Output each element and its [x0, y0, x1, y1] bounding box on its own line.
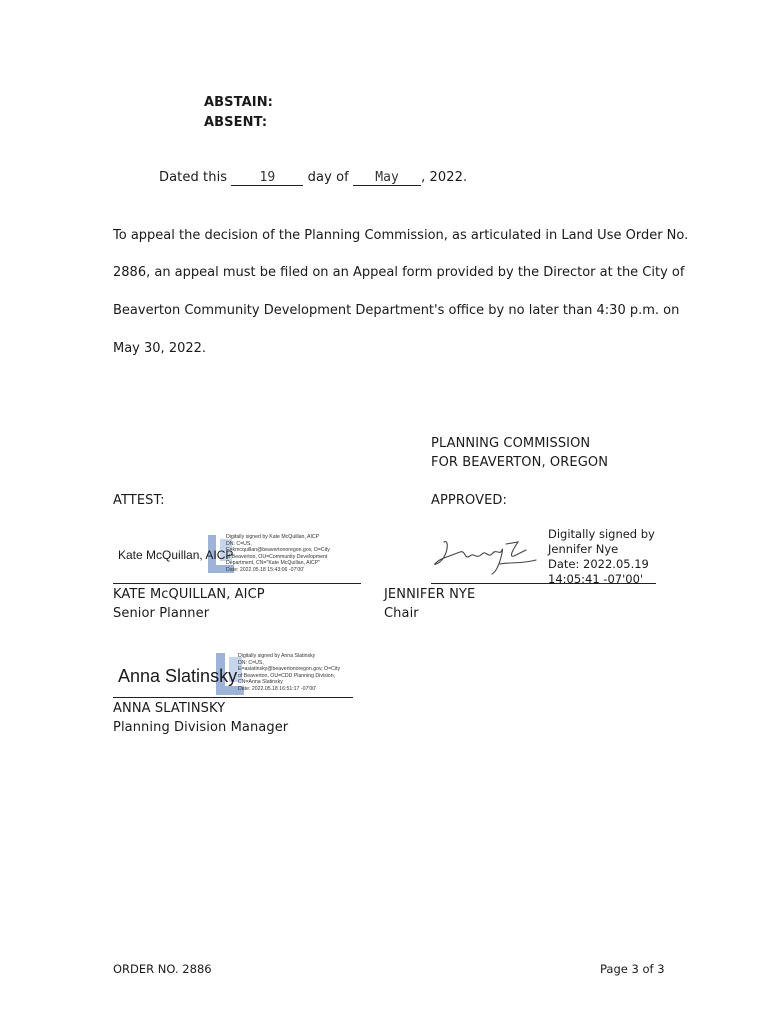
- appeal-line-3: Beaverton Community Development Department's office by no later than 4:30 p.m. on: [113, 303, 680, 318]
- dated-suffix: , 2022.: [421, 170, 468, 185]
- appeal-line-1: To appeal the decision of the Planning Commission, as articulated in Land Use Order No.: [113, 228, 689, 243]
- kate-signature-line: [113, 583, 361, 584]
- day-field[interactable]: 19: [231, 170, 303, 186]
- anna-title: Planning Division Manager: [113, 720, 289, 735]
- handwritten-signature-icon: [430, 530, 540, 583]
- kate-signature-details: Digitally signed by Kate McQuillan, AICP DN: C=US, E=kmcquillan@beavertonoregon.gov, O=City of Beaverton, OU=Community Development Department, CN="Kate McQuillan, AICP" Date: 2022.05.18 15:43:06 -07'00': [226, 534, 330, 573]
- anna-printed-name: ANNA SLATINSKY: [113, 701, 226, 716]
- appeal-line-4: May 30, 2022.: [113, 341, 207, 356]
- footer-page-number: Page 3 of 3: [600, 962, 665, 976]
- commission-line-2: FOR BEAVERTON, OREGON: [431, 455, 609, 470]
- kate-title: Senior Planner: [113, 606, 210, 621]
- commission-line-1: PLANNING COMMISSION: [431, 436, 591, 451]
- month-field[interactable]: May: [353, 170, 421, 186]
- jennifer-printed-name: JENNIFER NYE: [384, 587, 476, 602]
- jennifer-title: Chair: [384, 606, 419, 621]
- approved-label: APPROVED:: [431, 493, 508, 508]
- attest-label: ATTEST:: [113, 493, 165, 508]
- appeal-line-2: 2886, an appeal must be filed on an Appeal form provided by the Director at the City of: [113, 265, 685, 280]
- footer-order-number: ORDER NO. 2886: [113, 962, 212, 976]
- absent-label: ABSENT:: [204, 115, 268, 130]
- kate-signature-name: Kate McQuillan, AICP: [118, 548, 234, 562]
- anna-signature-details: Digitally signed by Anna Slatinsky DN: C=US, E=aslatinsky@beavertonoregon.gov, O=City of Beaverton, OU=CDD Planning Division, CN=Anna Slatinsky Date: 2022.05.18 16:51:17 -07'00': [238, 653, 341, 692]
- jennifer-signature-line: [431, 583, 656, 584]
- anna-signature-name: Anna Slatinsky: [118, 666, 238, 686]
- dated-middle: day of: [307, 170, 349, 185]
- dated-line: [159, 170, 467, 186]
- anna-signature-line: [113, 697, 353, 698]
- abstain-label: ABSTAIN:: [204, 95, 273, 110]
- jennifer-signature-details: Digitally signed by Jennifer Nye Date: 2022.05.19 14:05:41 -07'00': [548, 527, 655, 586]
- dated-prefix: Dated this: [159, 170, 228, 185]
- kate-printed-name: KATE McQUILLAN, AICP: [113, 587, 265, 602]
